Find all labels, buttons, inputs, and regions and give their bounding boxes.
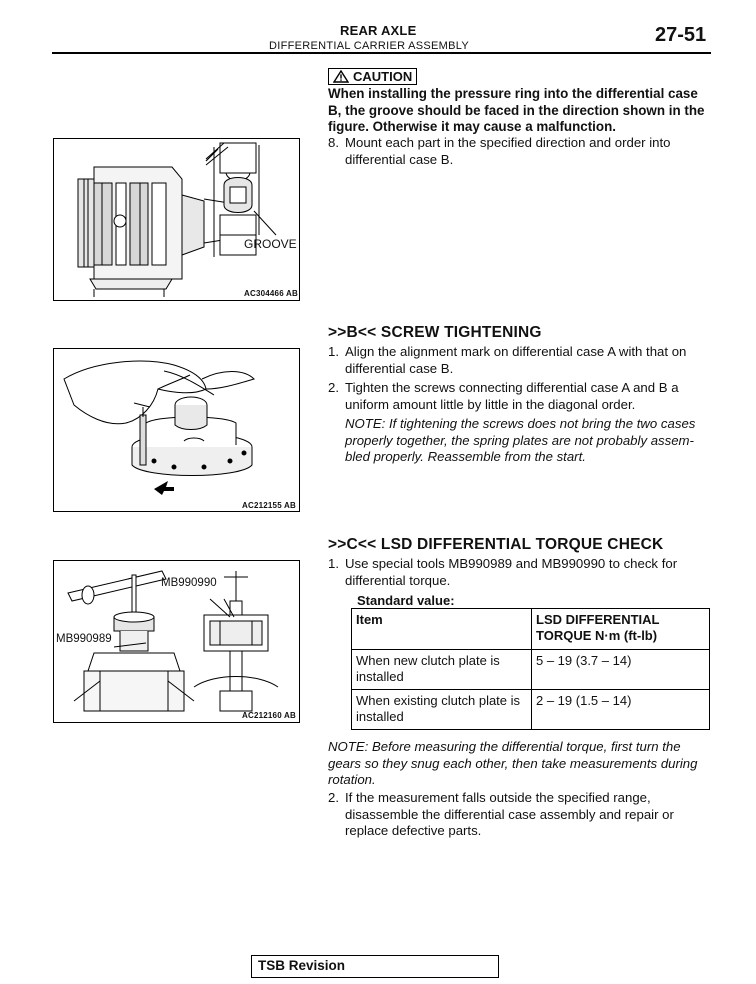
step-text: Align the alignment mark on differential case A with that on differential case B.	[345, 344, 687, 376]
header-subtitle: DIFFERENTIAL CARRIER ASSEMBLY	[269, 40, 470, 52]
figure-screw-tightening	[53, 348, 300, 512]
section-c-heading: >>C<< LSD DIFFERENTIAL TORQUE CHECK	[328, 536, 664, 553]
section-c-step-2	[328, 790, 712, 840]
header-rule	[52, 52, 711, 54]
table-row	[352, 690, 710, 730]
section-b-heading: >>B<< SCREW TIGHTENING	[328, 324, 542, 341]
section-b-step-1	[328, 344, 712, 377]
figure-code: AC304466 AB	[244, 289, 298, 298]
step-number: 8.	[328, 135, 339, 150]
caution-label: CAUTION	[353, 69, 413, 84]
screw-tightening-illustration	[54, 349, 299, 511]
step-number: 2.	[328, 380, 339, 395]
standard-value-label: Standard value:	[357, 593, 455, 608]
section-b-note: NOTE: If tightening the screws does not bring the two cases properly together, the spring plates are not probably assem-bled properly. Reassemble from the start.	[345, 416, 696, 464]
torque-spec-table	[351, 608, 710, 730]
table-cell-value: 5 – 19 (3.7 – 14)	[532, 650, 710, 690]
step-number: 1.	[328, 344, 339, 359]
differential-case-illustration	[54, 139, 299, 300]
warning-triangle-icon	[333, 70, 349, 83]
section-b-step-2	[328, 380, 712, 413]
step-text: Use special tools MB990989 and MB990990 to check for differential torque.	[345, 556, 678, 588]
caution-label-box	[328, 68, 417, 85]
section-c-note: NOTE: Before measuring the differential torque, first turn the gears so they snug each other, then take measurements during rotation.	[328, 739, 698, 787]
tool-label-mb990990: MB990990	[161, 577, 217, 589]
figure-torque-check	[53, 560, 300, 723]
table-cell-value: 2 – 19 (1.5 – 14)	[532, 690, 710, 730]
caution-text: When installing the pressure ring into the differential case B, the groove should be faced in the direction shown in the figure. Otherwise it may cause a malfunction.	[328, 86, 705, 134]
figure-code: AC212155 AB	[242, 501, 296, 510]
step-text: If the measurement falls outside the specified range, disassemble the differential case assembly and repair or replace defective parts.	[345, 790, 674, 838]
step-text: Tighten the screws connecting differential case A and B a uniform amount little by little in the diagonal order.	[345, 380, 679, 412]
table-cell-item: When new clutch plate is installed	[352, 650, 532, 690]
table-cell-item: When existing clutch plate is installed	[352, 690, 532, 730]
table-header-row	[352, 609, 710, 650]
table-header-torque: LSD DIFFERENTIAL TORQUE N·m (ft-lb)	[532, 609, 710, 650]
figure-code: AC212160 AB	[242, 711, 296, 720]
table-header-item: Item	[352, 609, 532, 650]
step-text: Mount each part in the specified direction and order into differential case B.	[345, 135, 671, 167]
page-number: 27-51	[655, 24, 707, 46]
tool-label-mb990989: MB990989	[56, 633, 112, 645]
table-row	[352, 650, 710, 690]
step-number: 1.	[328, 556, 339, 571]
tsb-revision-box: TSB Revision	[251, 955, 499, 978]
step-number: 2.	[328, 790, 339, 805]
header-title: REAR AXLE	[340, 23, 417, 38]
step-8	[328, 135, 712, 168]
groove-callout: GROOVE	[244, 237, 297, 251]
figure-pressure-ring-groove	[53, 138, 300, 301]
section-c-step-1	[328, 556, 712, 589]
